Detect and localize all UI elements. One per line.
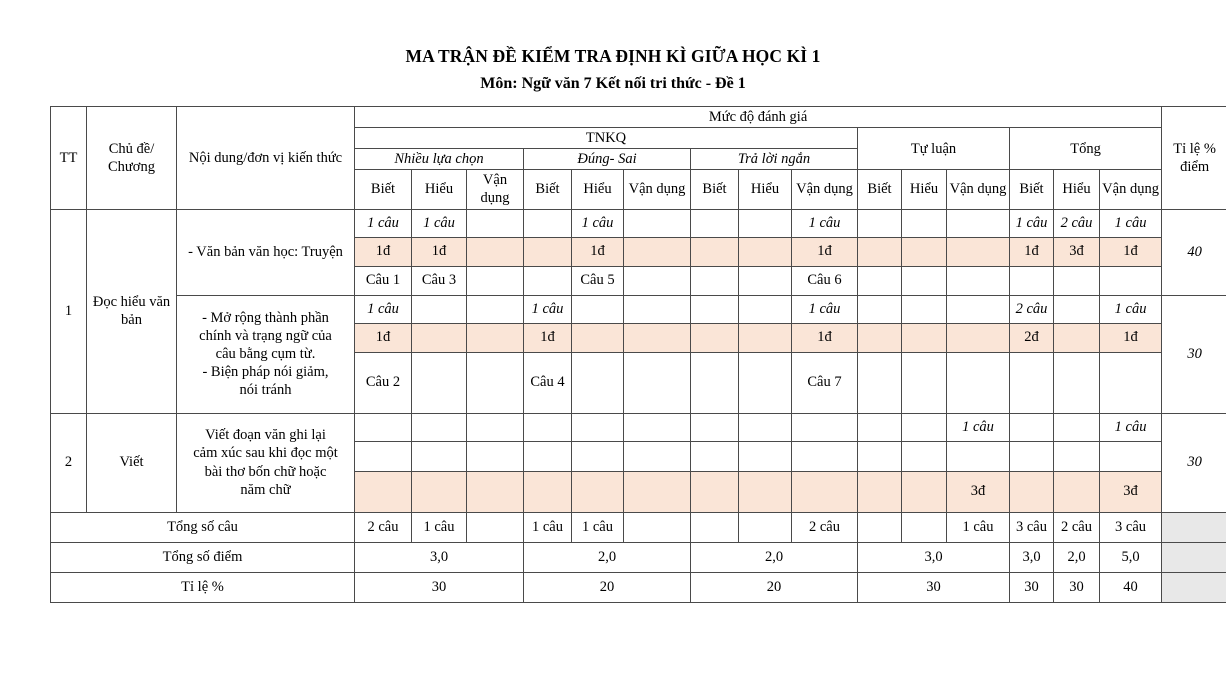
cell-points bbox=[739, 323, 792, 352]
cell-points: 3đ bbox=[1054, 237, 1100, 266]
cell-count bbox=[1010, 413, 1054, 441]
cell-points: 1đ bbox=[1100, 237, 1162, 266]
cell-points bbox=[792, 471, 858, 512]
summary-cell-tong: 2,0 bbox=[1054, 542, 1100, 572]
matrix-table-container bbox=[50, 106, 1216, 603]
cell-points: 1đ bbox=[1010, 237, 1054, 266]
cell-percent-1-2: 30 bbox=[1162, 295, 1226, 413]
cell-count: 1 câu bbox=[355, 295, 412, 323]
cell-question-ref: Câu 6 bbox=[792, 266, 858, 295]
cell-question-ref: Câu 5 bbox=[572, 266, 624, 295]
cell-question-ref bbox=[739, 441, 792, 471]
cell-count bbox=[524, 209, 572, 237]
cell-question-ref bbox=[467, 441, 524, 471]
cell-count bbox=[355, 413, 412, 441]
summary-cell bbox=[467, 512, 524, 542]
cell-count bbox=[902, 413, 947, 441]
cell-count bbox=[624, 413, 691, 441]
cell-count bbox=[467, 413, 524, 441]
row-tt-1: 1 bbox=[51, 209, 87, 413]
cell-points bbox=[412, 323, 467, 352]
content-line: - Biện pháp nói giảm, bbox=[202, 364, 329, 381]
cell-question-ref bbox=[858, 441, 902, 471]
summary-cell-group: 20 bbox=[691, 572, 858, 602]
cell-question-ref bbox=[412, 352, 467, 413]
cell-question-ref: Câu 7 bbox=[792, 352, 858, 413]
content-line: nói tránh bbox=[239, 382, 292, 399]
summary-cell: 1 câu bbox=[947, 512, 1010, 542]
summary-cell: 2 câu bbox=[355, 512, 412, 542]
header-level-2: Hiểu bbox=[412, 170, 467, 209]
header-tt: TT bbox=[51, 106, 87, 209]
cell-points bbox=[902, 237, 947, 266]
cell-points bbox=[947, 323, 1010, 352]
cell-count bbox=[947, 209, 1010, 237]
summary-cell: 1 câu bbox=[524, 512, 572, 542]
summary-cell-tong: 3,0 bbox=[1010, 542, 1054, 572]
cell-question-ref bbox=[947, 441, 1010, 471]
cell-question-ref: Câu 4 bbox=[524, 352, 572, 413]
cell-question-ref bbox=[1010, 441, 1054, 471]
header-tong: Tổng bbox=[1010, 128, 1162, 170]
table-row bbox=[51, 295, 1226, 323]
header-level-7: Biết bbox=[691, 170, 739, 209]
cell-question-ref bbox=[1100, 441, 1162, 471]
cell-count bbox=[691, 209, 739, 237]
summary-cell: 3 câu bbox=[1010, 512, 1054, 542]
cell-points bbox=[858, 471, 902, 512]
cell-points bbox=[572, 471, 624, 512]
cell-count bbox=[467, 295, 524, 323]
cell-points bbox=[691, 323, 739, 352]
row-topic-2: Viết bbox=[87, 413, 177, 512]
cell-question-ref bbox=[1054, 352, 1100, 413]
cell-points bbox=[947, 237, 1010, 266]
header-level-15: Vận dụng bbox=[1100, 170, 1162, 209]
cell-points: 1đ bbox=[792, 323, 858, 352]
cell-question-ref bbox=[524, 266, 572, 295]
cell-question-ref bbox=[902, 266, 947, 295]
cell-question-ref bbox=[1100, 352, 1162, 413]
summary-label-total-questions: Tổng số câu bbox=[51, 512, 355, 542]
cell-question-ref bbox=[1054, 441, 1100, 471]
cell-count: 1 câu bbox=[412, 209, 467, 237]
cell-points: 1đ bbox=[412, 237, 467, 266]
cell-question-ref bbox=[1054, 266, 1100, 295]
summary-cell-group: 30 bbox=[355, 572, 524, 602]
cell-question-ref bbox=[524, 441, 572, 471]
header-level-12: Vận dụng bbox=[947, 170, 1010, 209]
cell-question-ref bbox=[624, 266, 691, 295]
cell-count: 2 câu bbox=[1054, 209, 1100, 237]
cell-points bbox=[624, 237, 691, 266]
cell-count: 1 câu bbox=[1010, 209, 1054, 237]
cell-count: 1 câu bbox=[792, 209, 858, 237]
assessment-matrix-table bbox=[50, 106, 1226, 603]
content-line: năm chữ bbox=[240, 481, 291, 498]
cell-question-ref bbox=[572, 352, 624, 413]
cell-count bbox=[792, 413, 858, 441]
cell-count bbox=[858, 295, 902, 323]
summary-cell-group: 30 bbox=[858, 572, 1010, 602]
cell-count: 1 câu bbox=[1100, 209, 1162, 237]
header-level-6: Vận dụng bbox=[624, 170, 691, 209]
cell-points bbox=[858, 323, 902, 352]
cell-points bbox=[902, 471, 947, 512]
row-content-2-1 bbox=[177, 413, 355, 512]
summary-cell-group: 3,0 bbox=[355, 542, 524, 572]
cell-points bbox=[624, 323, 691, 352]
summary-cell-tong: 30 bbox=[1054, 572, 1100, 602]
cell-question-ref bbox=[467, 352, 524, 413]
cell-count bbox=[739, 413, 792, 441]
table-row bbox=[51, 209, 1226, 237]
cell-question-ref bbox=[691, 352, 739, 413]
cell-question-ref bbox=[691, 441, 739, 471]
header-level-11: Hiểu bbox=[902, 170, 947, 209]
summary-cell-tong: 5,0 bbox=[1100, 542, 1162, 572]
cell-question-ref bbox=[902, 352, 947, 413]
cell-points bbox=[1054, 323, 1100, 352]
header-assessment-level: Mức độ đánh giá bbox=[355, 106, 1162, 127]
summary-cell-group: 20 bbox=[524, 572, 691, 602]
cell-points bbox=[691, 471, 739, 512]
summary-cell: 3 câu bbox=[1100, 512, 1162, 542]
cell-count bbox=[624, 209, 691, 237]
cell-count bbox=[1054, 295, 1100, 323]
cell-count bbox=[412, 413, 467, 441]
summary-cell-group: 2,0 bbox=[524, 542, 691, 572]
cell-count: 2 câu bbox=[1010, 295, 1054, 323]
cell-count bbox=[572, 295, 624, 323]
cell-points: 1đ bbox=[355, 237, 412, 266]
header-level-14: Hiểu bbox=[1054, 170, 1100, 209]
cell-question-ref: Câu 2 bbox=[355, 352, 412, 413]
cell-points bbox=[412, 471, 467, 512]
header-level-1: Biết bbox=[355, 170, 412, 209]
header-topic: Chủ đề/ Chương bbox=[87, 106, 177, 209]
cell-count bbox=[524, 413, 572, 441]
summary-cell-tong: 30 bbox=[1010, 572, 1054, 602]
header-level-9: Vận dụng bbox=[792, 170, 858, 209]
cell-points bbox=[1054, 471, 1100, 512]
cell-points: 3đ bbox=[1100, 471, 1162, 512]
cell-count bbox=[902, 295, 947, 323]
cell-points: 1đ bbox=[572, 237, 624, 266]
cell-points bbox=[739, 471, 792, 512]
cell-count: 1 câu bbox=[524, 295, 572, 323]
content-line: chính và trạng ngữ của bbox=[199, 327, 332, 344]
header-group-short-answer: Trả lời ngắn bbox=[691, 149, 858, 170]
summary-cell: 1 câu bbox=[572, 512, 624, 542]
header-group-true-false: Đúng- Sai bbox=[524, 149, 691, 170]
cell-points bbox=[467, 471, 524, 512]
summary-cell bbox=[624, 512, 691, 542]
page-title: MA TRẬN ĐỀ KIỂM TRA ĐỊNH KÌ GIỮA HỌC KÌ 1 bbox=[405, 46, 821, 66]
cell-count bbox=[947, 295, 1010, 323]
cell-question-ref bbox=[858, 352, 902, 413]
row-content-1-2 bbox=[177, 295, 355, 413]
cell-question-ref: Câu 1 bbox=[355, 266, 412, 295]
cell-percent-2-1: 30 bbox=[1162, 413, 1226, 512]
table-row bbox=[51, 413, 1226, 441]
cell-question-ref bbox=[858, 266, 902, 295]
cell-question-ref bbox=[947, 266, 1010, 295]
cell-question-ref bbox=[1010, 352, 1054, 413]
cell-count: 1 câu bbox=[792, 295, 858, 323]
cell-points bbox=[467, 323, 524, 352]
cell-count bbox=[691, 295, 739, 323]
header-level-3: Vận dụng bbox=[467, 170, 524, 209]
summary-cell-ti-le bbox=[1162, 512, 1226, 542]
cell-count bbox=[624, 295, 691, 323]
cell-points bbox=[902, 323, 947, 352]
header-group-multiple-choice: Nhiều lựa chọn bbox=[355, 149, 524, 170]
summary-cell: 1 câu bbox=[412, 512, 467, 542]
summary-row-percent bbox=[51, 572, 1226, 602]
cell-question-ref bbox=[1010, 266, 1054, 295]
row-tt-2: 2 bbox=[51, 413, 87, 512]
header-level-13: Biết bbox=[1010, 170, 1054, 209]
cell-points bbox=[355, 471, 412, 512]
cell-points: 1đ bbox=[1100, 323, 1162, 352]
header-row-assessment bbox=[51, 106, 1226, 127]
summary-cell bbox=[691, 512, 739, 542]
summary-cell bbox=[858, 512, 902, 542]
cell-count bbox=[739, 209, 792, 237]
summary-cell bbox=[739, 512, 792, 542]
cell-question-ref bbox=[792, 441, 858, 471]
cell-count bbox=[1054, 413, 1100, 441]
header-level-10: Biết bbox=[858, 170, 902, 209]
cell-count: 1 câu bbox=[572, 209, 624, 237]
summary-row-total-points bbox=[51, 542, 1226, 572]
summary-cell-group: 3,0 bbox=[858, 542, 1010, 572]
content-line: Viết đoạn văn ghi lại bbox=[205, 427, 326, 444]
cell-points bbox=[572, 323, 624, 352]
cell-points: 1đ bbox=[792, 237, 858, 266]
cell-points bbox=[739, 237, 792, 266]
header-level-4: Biết bbox=[524, 170, 572, 209]
cell-points bbox=[691, 237, 739, 266]
header-tnkq: TNKQ bbox=[355, 128, 858, 149]
summary-label-percent: Tỉ lệ % bbox=[51, 572, 355, 602]
cell-count bbox=[572, 413, 624, 441]
cell-question-ref bbox=[624, 441, 691, 471]
cell-points: 1đ bbox=[355, 323, 412, 352]
page-subtitle: Môn: Ngữ văn 7 Kết nối tri thức - Đề 1 bbox=[480, 74, 746, 92]
cell-points: 2đ bbox=[1010, 323, 1054, 352]
summary-cell-ti-le bbox=[1162, 572, 1226, 602]
cell-question-ref bbox=[412, 441, 467, 471]
cell-points: 3đ bbox=[947, 471, 1010, 512]
cell-question-ref bbox=[467, 266, 524, 295]
cell-points: 1đ bbox=[524, 323, 572, 352]
row-topic-1: Đọc hiểu văn bản bbox=[87, 209, 177, 413]
cell-question-ref: Câu 3 bbox=[412, 266, 467, 295]
cell-points bbox=[624, 471, 691, 512]
cell-count bbox=[739, 295, 792, 323]
cell-count bbox=[902, 209, 947, 237]
summary-label-total-points: Tổng số điểm bbox=[51, 542, 355, 572]
cell-count: 1 câu bbox=[1100, 295, 1162, 323]
cell-points bbox=[1010, 471, 1054, 512]
cell-question-ref bbox=[739, 352, 792, 413]
cell-question-ref bbox=[1100, 266, 1162, 295]
cell-points bbox=[467, 237, 524, 266]
cell-question-ref bbox=[572, 441, 624, 471]
content-line: câu bằng cụm từ. bbox=[215, 345, 316, 362]
cell-count bbox=[412, 295, 467, 323]
row-content-1-1: - Văn bản văn học: Truyện bbox=[177, 209, 355, 295]
content-line: - Mở rộng thành phần bbox=[202, 309, 329, 326]
document-header bbox=[0, 0, 1226, 94]
header-content: Nội dung/đơn vị kiến thức bbox=[177, 106, 355, 209]
cell-count bbox=[467, 209, 524, 237]
summary-cell-tong: 40 bbox=[1100, 572, 1162, 602]
summary-cell-ti-le bbox=[1162, 542, 1226, 572]
cell-count: 1 câu bbox=[1100, 413, 1162, 441]
cell-count bbox=[858, 413, 902, 441]
cell-count: 1 câu bbox=[947, 413, 1010, 441]
cell-question-ref bbox=[902, 441, 947, 471]
header-level-8: Hiểu bbox=[739, 170, 792, 209]
header-tu-luan: Tự luận bbox=[858, 128, 1010, 170]
summary-cell: 2 câu bbox=[1054, 512, 1100, 542]
cell-question-ref bbox=[947, 352, 1010, 413]
cell-question-ref bbox=[739, 266, 792, 295]
summary-cell: 2 câu bbox=[792, 512, 858, 542]
header-ti-le: Tỉ lệ % điểm bbox=[1162, 106, 1226, 209]
content-line: cảm xúc sau khi đọc một bbox=[193, 445, 338, 462]
cell-count: 1 câu bbox=[355, 209, 412, 237]
summary-cell-group: 2,0 bbox=[691, 542, 858, 572]
summary-row-total-questions bbox=[51, 512, 1226, 542]
cell-points bbox=[858, 237, 902, 266]
cell-question-ref bbox=[691, 266, 739, 295]
summary-cell bbox=[902, 512, 947, 542]
cell-percent-1-1: 40 bbox=[1162, 209, 1226, 295]
cell-points bbox=[524, 471, 572, 512]
cell-count bbox=[858, 209, 902, 237]
content-line: bài thơ bốn chữ hoặc bbox=[204, 463, 327, 480]
cell-question-ref bbox=[624, 352, 691, 413]
cell-count bbox=[691, 413, 739, 441]
cell-points bbox=[524, 237, 572, 266]
cell-question-ref bbox=[355, 441, 412, 471]
header-level-5: Hiểu bbox=[572, 170, 624, 209]
